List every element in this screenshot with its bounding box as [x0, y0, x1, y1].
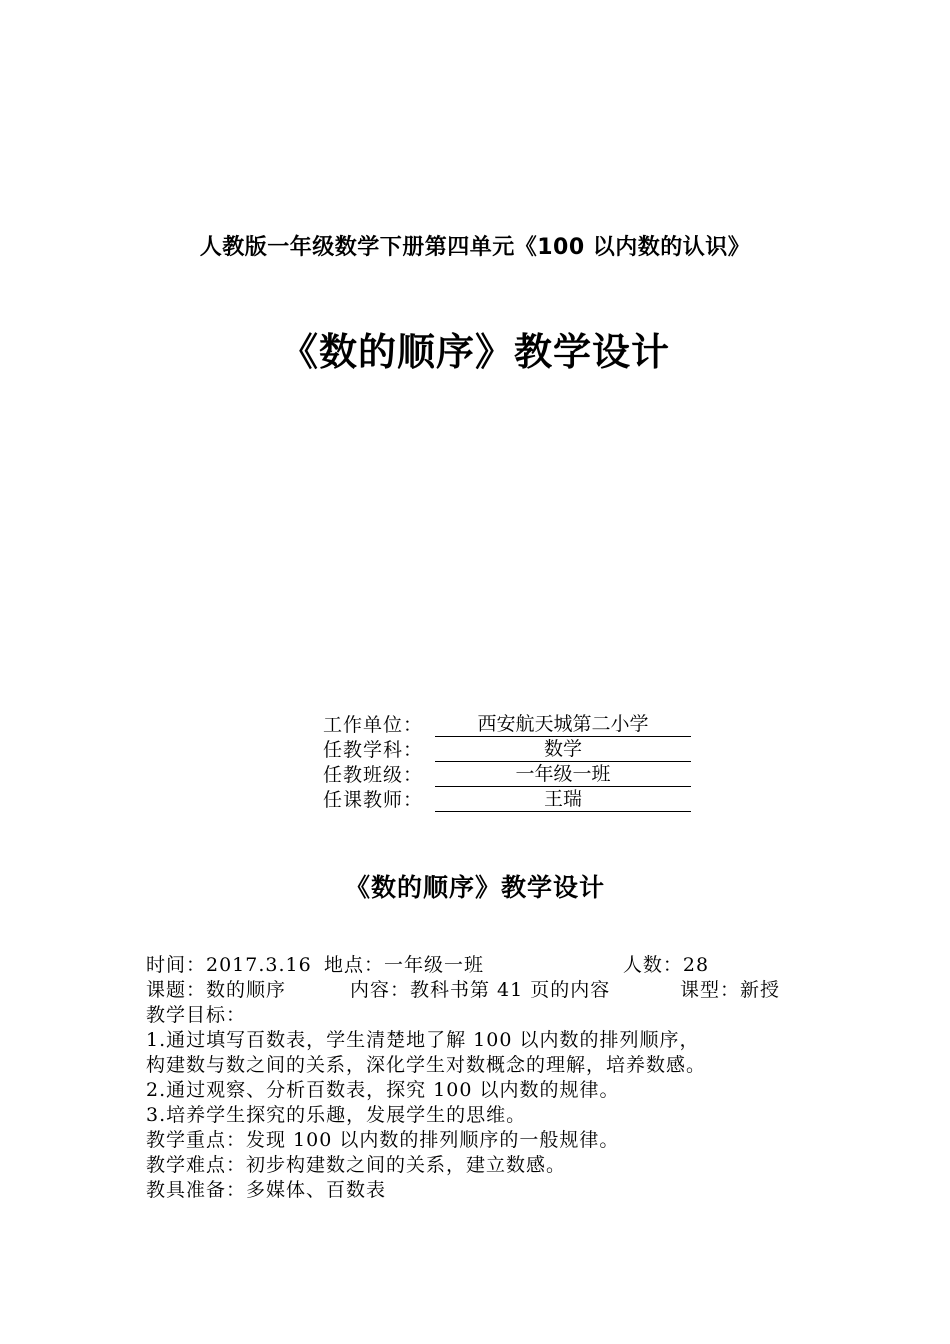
info-label: 任教班级：	[323, 764, 424, 786]
info-value-subject: 数学	[435, 737, 691, 762]
info-row-work-unit	[323, 712, 693, 737]
info-label: 任教学科：	[323, 739, 424, 761]
info-label: 工作单位：	[323, 714, 424, 736]
lesson-topic: 课题：数的顺序	[146, 979, 287, 1001]
info-row-subject	[323, 737, 693, 762]
lesson-time: 时间：2017.3.16	[146, 954, 312, 976]
teaching-materials: 教具准备：多媒体、百数表	[146, 1179, 387, 1201]
teaching-difficulty: 教学难点：初步构建数之间的关系，建立数感。	[146, 1154, 567, 1176]
objective-2: 2.通过观察、分析百数表，探究 100 以内数的规律。	[146, 1079, 620, 1101]
lesson-place: 地点：一年级一班	[323, 954, 484, 976]
objective-3: 3.培养学生探究的乐趣，发展学生的思维。	[146, 1104, 527, 1126]
info-label: 任课教师：	[323, 789, 424, 811]
objective-1-line-2: 构建数与数之间的关系，深化学生对数概念的理解，培养数感。	[146, 1054, 707, 1076]
lesson-student-count: 人数：28	[622, 954, 710, 976]
lesson-body	[146, 953, 816, 1203]
info-value-class: 一年级一班	[435, 762, 691, 787]
lesson-content: 内容：教科书第 41 页的内容	[350, 979, 611, 1001]
teaching-key-point: 教学重点：发现 100 以内数的排列顺序的一般规律。	[146, 1129, 620, 1151]
lesson-type: 课型：新授	[680, 979, 781, 1001]
info-value-work-unit: 西安航天城第二小学	[435, 712, 691, 737]
info-row-class	[323, 762, 693, 787]
info-value-teacher: 王瑞	[435, 787, 691, 812]
objective-1-line-1: 1.通过填写百数表，学生清楚地了解 100 以内数的排列顺序，	[146, 1029, 700, 1051]
lesson-topic-row	[146, 978, 816, 1003]
objectives-heading: 教学目标：	[146, 1004, 247, 1026]
section-title: 《数的顺序》教学设计	[344, 873, 605, 902]
document-subtitle: 人教版一年级数学下册第四单元《100 以内数的认识》	[199, 235, 751, 260]
teacher-info-block	[323, 712, 693, 812]
info-row-teacher	[323, 787, 693, 812]
lesson-meta-row	[146, 953, 816, 978]
document-title: 《数的顺序》教学设计	[279, 330, 670, 374]
